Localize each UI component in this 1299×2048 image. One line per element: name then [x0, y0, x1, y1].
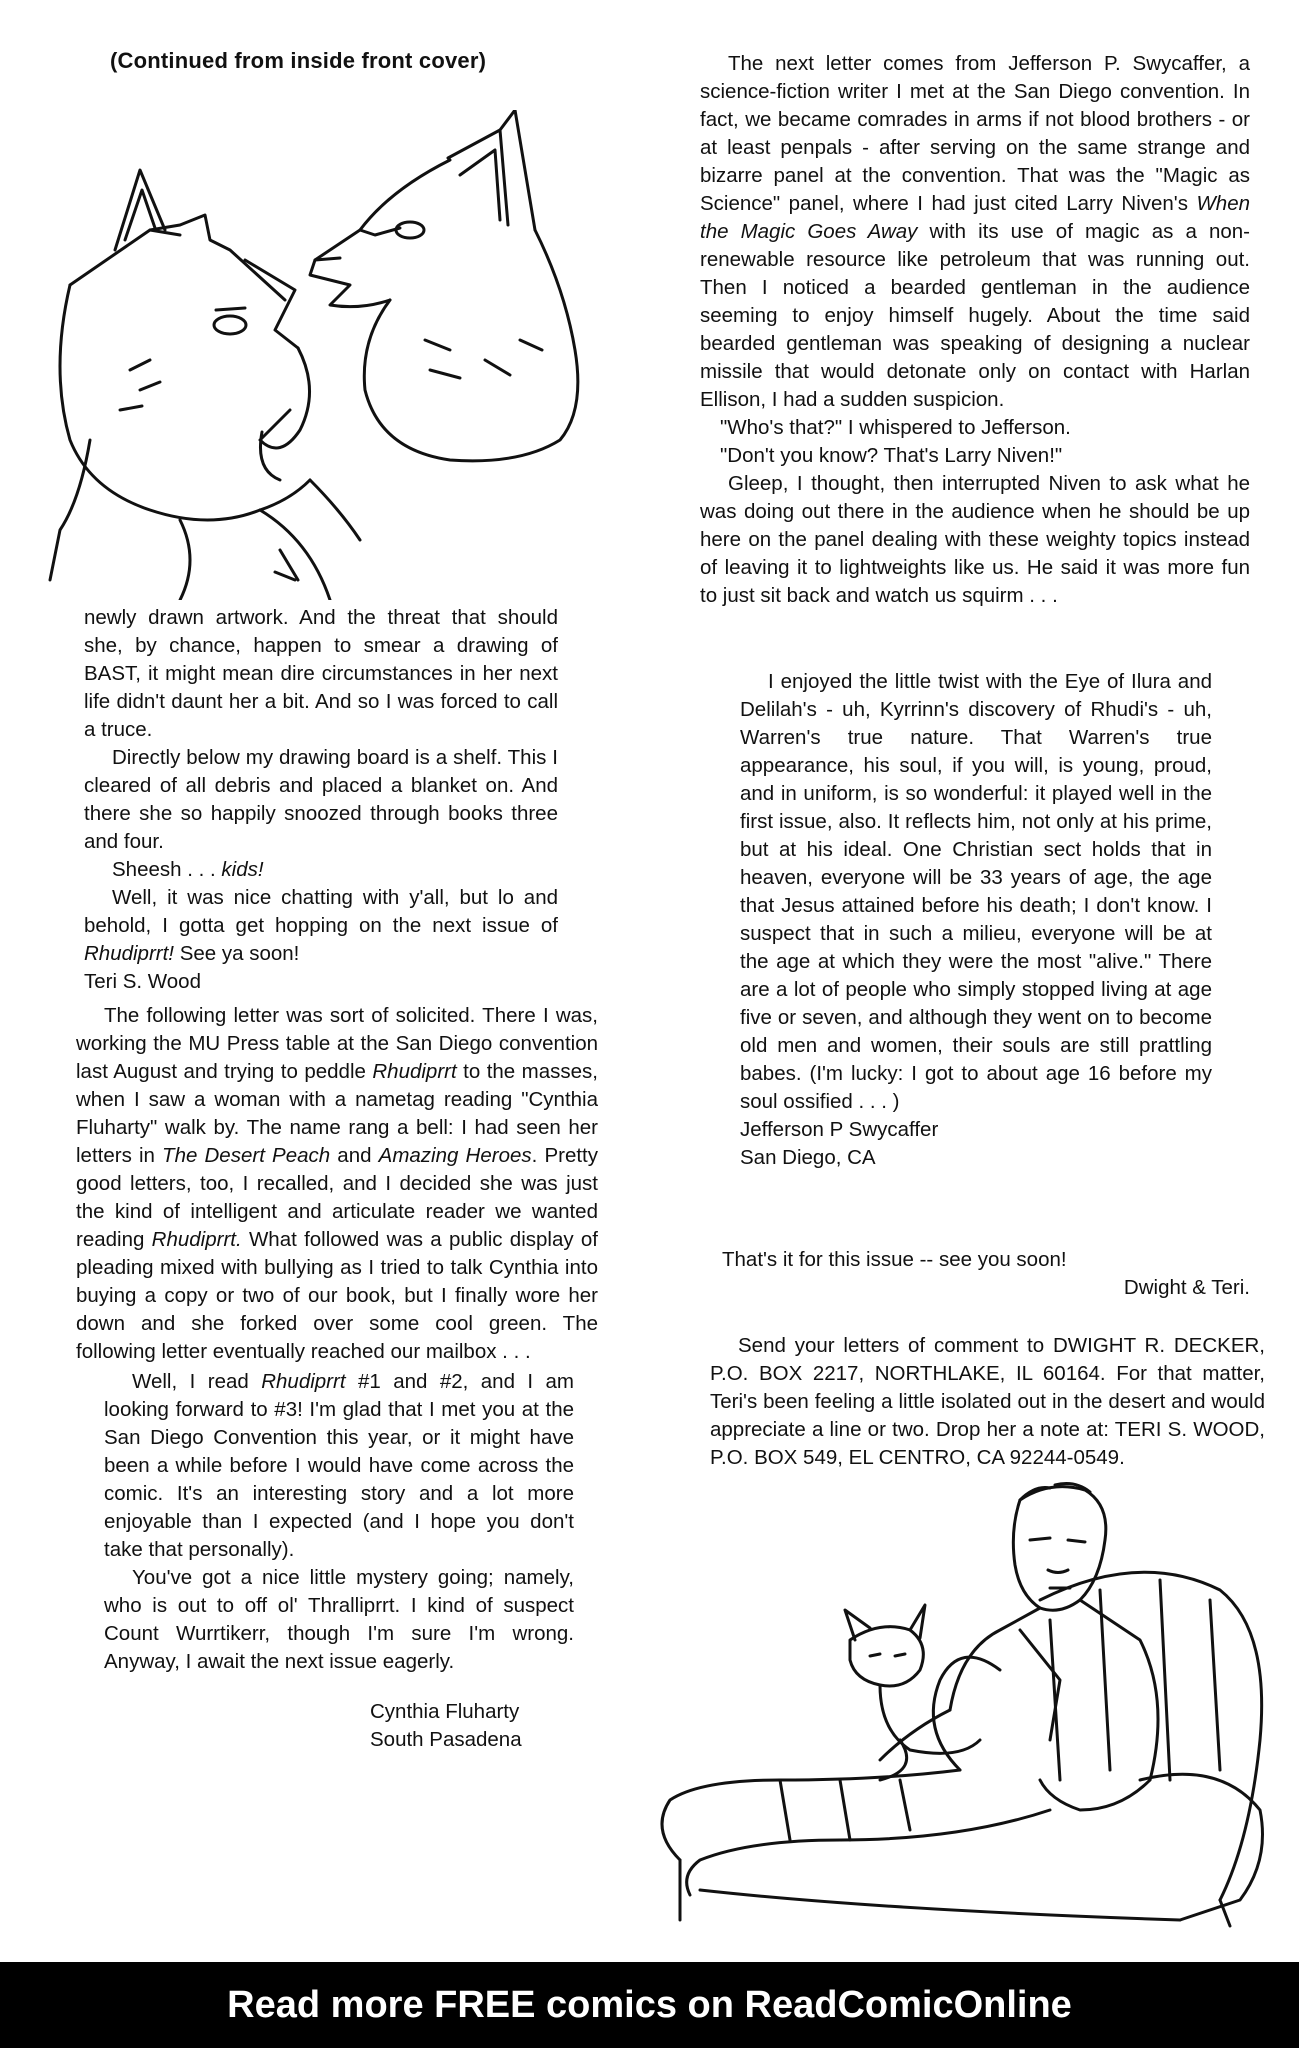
cynthia-letter-p2: You've got a nice little mystery going; namely, who is out to off ol' Thralliprrt. I kind of suspect Count Wurrtikerr, though I'm sure I'm wrong. Anyway, I await the next issue eagerly.: [104, 1566, 574, 1673]
left-paragraph-4: [84, 884, 558, 968]
intro-text-1: The following letter was sort of solicited. There I was, working the MU Press table at the San Diego convention last August and trying to peddle: [76, 1004, 598, 1083]
cynthia-signature-place: South Pasadena: [370, 1728, 522, 1751]
cynthia-signature-name: Cynthia Fluharty: [370, 1700, 520, 1723]
intro-title-4: Rhudiprrt.: [151, 1228, 242, 1251]
signature-teri: Teri S. Wood: [84, 970, 201, 993]
intro-title-1: Rhudiprrt: [372, 1060, 457, 1083]
whisper-line: "Who's that?" I whispered to Jefferson.: [720, 416, 1071, 439]
closing-line: That's it for this issue -- see you soon!: [722, 1248, 1067, 1271]
right-column: [700, 50, 1250, 610]
intro-title-2: The Desert Peach: [162, 1144, 331, 1167]
closing-signature: Dwight & Teri.: [1123, 1276, 1250, 1299]
rhudiprrt-title: Rhudiprrt!: [84, 942, 175, 965]
cynthia-letter-p1: [104, 1368, 574, 1564]
see-ya-text: See ya soon!: [174, 942, 300, 965]
send-letters-block: [710, 1332, 1265, 1472]
swycaffer-intro-text-a: The next letter comes from Jefferson P. Swycaffer, a science-fiction writer I met at the San Diego convention. In fact, we became comrades in arms if not blood brothers - or at least penpals - after serving on the same strange and bizarre panel at the convention. That was the "Magic as Science" panel, where I had just cited Larry Niven's: [700, 52, 1250, 215]
closing-block: [722, 1246, 1250, 1302]
swycaffer-intro-text-b: with its use of magic as a non-renewable resource like petroleum that was running out. Then I noticed a bearded gentleman in the audience seeming to enjoy himself hugely. About the time said bearded gentleman was speaking of designing a nuclear missile that would detonate only on contact with Harlan Ellison, I had a sudden suspicion.: [700, 220, 1250, 411]
swycaffer-intro: [700, 50, 1250, 414]
two-characters-illustration: [30, 110, 590, 600]
swycaffer-letter-body: I enjoyed the little twist with the Eye of Ilura and Delilah's - uh, Kyrrinn's discovery of Rhudi's - uh, Warren's true nature. That Warren's true appearance, his soul, if you will, is young, proud, and in uniform, is so wonderful: it played well in the first issue, also. It reflects him, not only at his prime, but at his ideal. One Christian sect holds that in heaven, everyone will be 33 years of age, the age that Jesus attained before his death; I don't know. I suspect that in such a milieu, everyone will be at the age at which they were the most "alive." There are a lot of people who simply stopped living at age five or seven, and although they went on to become old men and women, their souls are still prattling babes. (I'm lucky: I got to about age 16 before my soul ossified . . . ): [740, 670, 1212, 1113]
intro-text-4: . Pretty good letters, too, I recalled, and I decided she was just the kind of intelligent and articulate reader we wanted reading: [76, 1144, 598, 1251]
sheesh-text: Sheesh . . .: [112, 858, 222, 881]
left-paragraph-1: newly drawn artwork. And the threat that should she, by chance, happen to smear a drawing of BAST, it might mean dire circumstances in her next life didn't daunt her a bit. And so I was forced to call a truce.: [84, 606, 558, 741]
intro-text-3: and: [330, 1144, 379, 1167]
letter-title: Rhudiprrt: [261, 1370, 346, 1393]
chatting-text: Well, it was nice chatting with y'all, but lo and behold, I gotta get hopping on the next issue of: [84, 886, 558, 937]
kids-text: kids!: [221, 858, 264, 881]
left-column-top: [84, 604, 558, 996]
intro-text-5: What followed was a public display of pleading mixed with bullying as I tried to talk Cynthia into buying a copy or two of our book, but I finally wore her down and she forked over some cool green. The following letter eventually reached our mailbox . . .: [76, 1228, 598, 1363]
intro-text-2: to the masses, when I saw a woman with a nametag reading "Cynthia Fluharty" walk by. The name rang a bell: I had seen her letters in: [76, 1060, 598, 1167]
send-letters-text: Send your letters of comment to DWIGHT R. DECKER, P.O. BOX 2217, NORTHLAKE, IL 60164. For that matter, Teri's been feeling a little isolated out in the desert and would appreciate a line or two. Drop her a note at: TERI S. WOOD, P.O. BOX 549, EL CENTRO, CA 92244-0549.: [710, 1334, 1265, 1469]
intro-title-3: Amazing Heroes: [378, 1144, 532, 1167]
niven-book-title: When the Magic Goes Away: [700, 192, 1250, 243]
letter-text-1a: Well, I read: [132, 1370, 262, 1393]
page-heading: (Continued from inside front cover): [110, 48, 487, 73]
intro-paragraph: [76, 1002, 598, 1366]
swycaffer-letter: [740, 668, 1212, 1172]
left-column-main: [76, 1002, 598, 1754]
cynthia-letter: [76, 1368, 574, 1754]
niven-line: "Don't you know? That's Larry Niven!": [720, 444, 1063, 467]
swycaffer-signature-name: Jefferson P Swycaffer: [740, 1118, 939, 1141]
gleep-paragraph: Gleep, I thought, then interrupted Niven to ask what he was doing out there in the audience when he should be up here on the panel dealing with these weighty topics instead of leaving it to lightweights like us. He said it was more fun to just sit back and watch us squirm . . .: [700, 472, 1250, 607]
letter-text-1b: #1 and #2, and I am looking forward to #3! I'm glad that I met you at the San Diego Convention this year, or it might have been a while before I would have come across the comic. It's an interesting story and a lot more enjoyable than I expected (and I hope you don't take that personally).: [104, 1370, 575, 1561]
man-in-armchair-illustration: [580, 1480, 1280, 1928]
swycaffer-signature-place: San Diego, CA: [740, 1146, 876, 1169]
left-paragraph-2: Directly below my drawing board is a shelf. This I cleared of all debris and placed a blanket on. And there she so happily snoozed through books three and four.: [84, 746, 558, 853]
left-paragraph-3: [84, 856, 558, 884]
footer-banner[interactable]: Read more FREE comics on ReadComicOnline: [0, 1962, 1299, 2048]
